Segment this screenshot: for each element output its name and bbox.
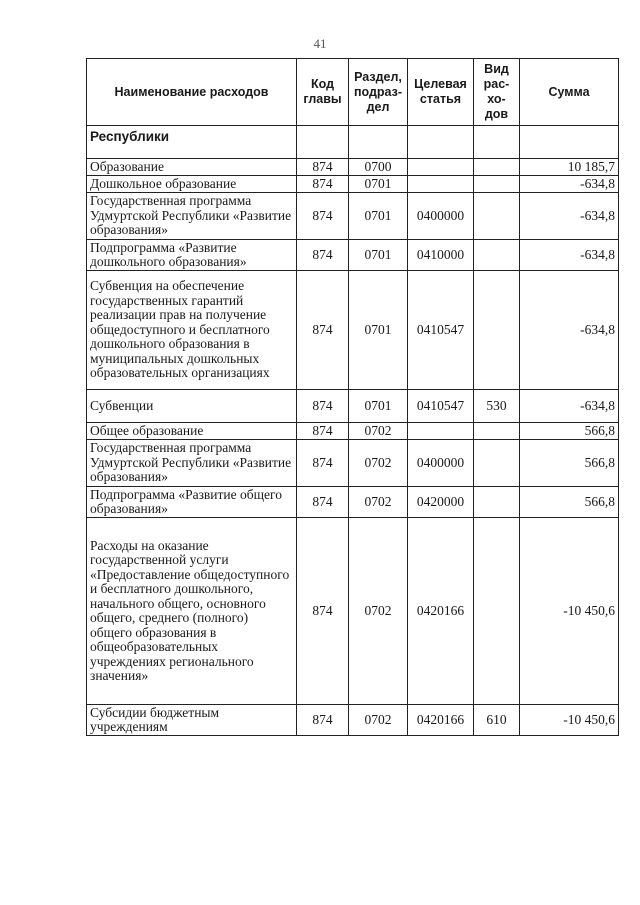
row-code: 874	[297, 487, 349, 518]
row-sum: -634,8	[520, 271, 619, 390]
row-sum: 10 185,7	[520, 159, 619, 176]
row-section: 0701	[349, 176, 408, 193]
empty-cell	[474, 126, 520, 159]
row-sum: -10 450,6	[520, 518, 619, 705]
header-sum: Сумма	[520, 59, 619, 126]
table-row	[87, 159, 619, 176]
row-code: 874	[297, 240, 349, 271]
row-code: 874	[297, 159, 349, 176]
row-sum: -10 450,6	[520, 705, 619, 736]
empty-cell	[297, 126, 349, 159]
page-number: 41	[313, 36, 327, 51]
row-sum: 566,8	[520, 423, 619, 440]
section-row	[87, 126, 619, 159]
row-code: 874	[297, 390, 349, 423]
row-target: 0420166	[408, 705, 474, 736]
header-name: Наименование расходов	[87, 59, 297, 126]
empty-cell	[349, 126, 408, 159]
row-type	[474, 240, 520, 271]
row-section: 0701	[349, 193, 408, 240]
header-section: Раздел, подраз-дел	[349, 59, 408, 126]
row-type: 610	[474, 705, 520, 736]
row-target: 0400000	[408, 193, 474, 240]
row-section: 0702	[349, 423, 408, 440]
row-section: 0702	[349, 487, 408, 518]
table-row	[87, 423, 619, 440]
row-type	[474, 159, 520, 176]
row-code: 874	[297, 423, 349, 440]
row-sum: 566,8	[520, 487, 619, 518]
row-sum: -634,8	[520, 390, 619, 423]
table-header-row	[87, 59, 619, 126]
table-row	[87, 271, 619, 390]
header-type: Вид рас-хо-дов	[474, 59, 520, 126]
row-name: Государственная программа Удмуртской Республики «Развитие образования»	[87, 193, 297, 240]
row-type: 530	[474, 390, 520, 423]
row-type	[474, 487, 520, 518]
row-target	[408, 159, 474, 176]
row-name: Общее образование	[87, 423, 297, 440]
row-name: Субвенции	[87, 390, 297, 423]
row-name: Субвенция на обеспечение государственных гарантий реализации прав на получение общедоступного и бесплатного дошкольного образования в муниципальных дошкольных образовательных организациях	[87, 271, 297, 390]
row-target: 0410547	[408, 390, 474, 423]
row-code: 874	[297, 193, 349, 240]
row-type	[474, 440, 520, 487]
budget-table	[86, 58, 619, 736]
section-label: Республики	[87, 126, 297, 159]
row-code: 874	[297, 440, 349, 487]
row-section: 0702	[349, 440, 408, 487]
row-name: Подпрограмма «Развитие общего образования»	[87, 487, 297, 518]
row-name: Расходы на оказание государственной услуги «Предоставление общедоступного и бесплатного дошкольного, начального общего, основного общего, среднего (полного) общего образования в общеобразовательных учреждениях регионального значения»	[87, 518, 297, 705]
empty-cell	[408, 126, 474, 159]
row-section: 0700	[349, 159, 408, 176]
row-target	[408, 176, 474, 193]
row-type	[474, 518, 520, 705]
row-code: 874	[297, 518, 349, 705]
row-code: 874	[297, 176, 349, 193]
table-row	[87, 176, 619, 193]
row-section: 0702	[349, 518, 408, 705]
row-name: Образование	[87, 159, 297, 176]
row-section: 0701	[349, 390, 408, 423]
row-type	[474, 423, 520, 440]
row-section: 0701	[349, 271, 408, 390]
row-code: 874	[297, 705, 349, 736]
row-sum: -634,8	[520, 193, 619, 240]
header-target: Целевая статья	[408, 59, 474, 126]
row-type	[474, 176, 520, 193]
table-row	[87, 705, 619, 736]
row-target	[408, 423, 474, 440]
row-type	[474, 271, 520, 390]
row-name: Государственная программа Удмуртской Республики «Развитие образования»	[87, 440, 297, 487]
row-name: Дошкольное образование	[87, 176, 297, 193]
row-sum: -634,8	[520, 176, 619, 193]
table-row	[87, 240, 619, 271]
row-target: 0400000	[408, 440, 474, 487]
header-code: Код главы	[297, 59, 349, 126]
table-row	[87, 518, 619, 705]
row-target: 0420000	[408, 487, 474, 518]
row-name: Подпрограмма «Развитие дошкольного образования»	[87, 240, 297, 271]
row-target: 0410547	[408, 271, 474, 390]
row-code: 874	[297, 271, 349, 390]
table-row	[87, 440, 619, 487]
table-row	[87, 390, 619, 423]
row-target: 0410000	[408, 240, 474, 271]
table-row	[87, 193, 619, 240]
row-target: 0420166	[408, 518, 474, 705]
row-section: 0702	[349, 705, 408, 736]
row-type	[474, 193, 520, 240]
row-name: Субсидии бюджетным учреждениям	[87, 705, 297, 736]
empty-cell	[520, 126, 619, 159]
table-row	[87, 487, 619, 518]
row-sum: -634,8	[520, 240, 619, 271]
row-section: 0701	[349, 240, 408, 271]
row-sum: 566,8	[520, 440, 619, 487]
